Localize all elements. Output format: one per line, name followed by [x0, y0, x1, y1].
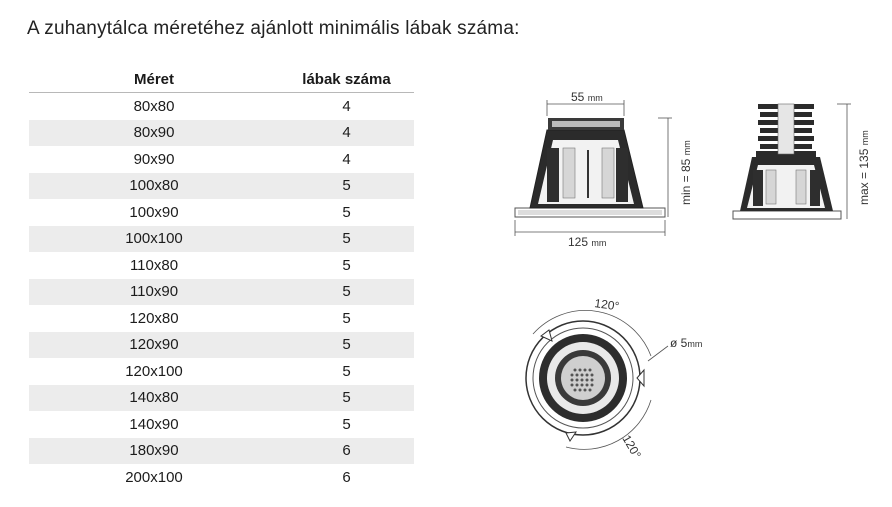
max-height-label: max = 135 mm [857, 130, 871, 205]
cell-legs: 5 [342, 203, 351, 221]
cell-size: 100x80 [29, 173, 279, 200]
cell-legs: 5 [342, 362, 351, 380]
cell-legs: 4 [342, 97, 351, 115]
cell-legs: 5 [342, 309, 351, 327]
angle-top-label: 120° [593, 296, 621, 314]
cell-legs: 5 [342, 415, 351, 433]
leg-top-view [526, 296, 702, 461]
cell-legs: 6 [279, 438, 414, 465]
hole-diameter-label: ø 5mm [670, 336, 703, 350]
cell-size: 110x80 [129, 256, 179, 274]
cell-size: 200x100 [125, 468, 183, 486]
base-width-label: 125 mm [568, 235, 607, 249]
top-width-label: 55 mm [571, 90, 603, 104]
cell-legs: 5 [279, 279, 414, 306]
cell-size: 140x80 [29, 385, 279, 412]
min-height-label: min = 85 mm [679, 140, 693, 205]
header-size: Méret [29, 67, 279, 93]
cell-size: 120x80 [129, 309, 179, 327]
cell-legs: 5 [279, 332, 414, 359]
angle-bottom-label: 120° [619, 432, 644, 462]
cell-legs: 6 [342, 468, 351, 486]
cell-size: 80x80 [133, 97, 175, 115]
cell-legs: 5 [279, 173, 414, 200]
cell-size: 120x90 [29, 332, 279, 359]
cell-legs: 5 [279, 385, 414, 412]
cell-size: 140x90 [129, 415, 179, 433]
cell-size: 90x90 [133, 150, 175, 168]
cell-legs: 4 [342, 150, 351, 168]
leg-side-view-min [515, 90, 693, 249]
cell-size: 80x90 [29, 120, 279, 147]
header-legs: lábak száma [279, 67, 414, 93]
cell-size: 100x100 [29, 226, 279, 253]
cell-size: 180x90 [29, 438, 279, 465]
cell-size: 120x100 [125, 362, 183, 380]
cell-legs: 5 [279, 226, 414, 253]
leg-side-view-max [733, 104, 871, 219]
page-title: A zuhanytálca méretéhez ajánlott minimális lábak száma: [27, 18, 520, 39]
cell-legs: 4 [279, 120, 414, 147]
cell-legs: 5 [342, 256, 351, 274]
cell-size: 100x90 [129, 203, 179, 221]
cell-size: 110x90 [29, 279, 279, 306]
